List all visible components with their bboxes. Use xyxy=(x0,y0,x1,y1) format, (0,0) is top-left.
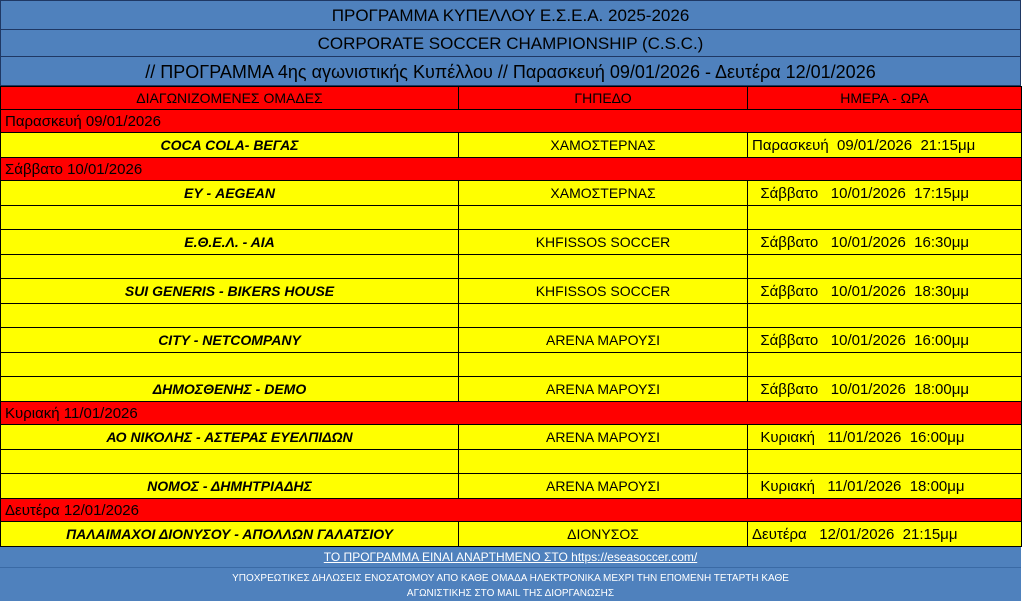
match-teams: ΕΥ - AEGEAN xyxy=(1,181,459,206)
blank-row xyxy=(1,450,1022,474)
blank-cell xyxy=(459,206,748,230)
day-row xyxy=(1,402,1022,425)
match-teams: COCA COLA- ΒΕΓΑΣ xyxy=(1,133,459,158)
blank-cell xyxy=(459,353,748,377)
match-venue: ΧΑΜΟΣΤΕΡΝΑΣ xyxy=(459,133,748,158)
match-row xyxy=(1,230,1022,255)
day-row xyxy=(1,158,1022,181)
column-header-datetime: ΗΜΕΡΑ - ΩΡΑ xyxy=(748,87,1022,110)
match-row xyxy=(1,377,1022,402)
match-venue: ΧΑΜΟΣΤΕΡΝΑΣ xyxy=(459,181,748,206)
day-label: Παρασκευή 09/01/2026 xyxy=(1,110,1022,133)
match-teams: Ε.Θ.Ε.Λ. - ΑΙΑ xyxy=(1,230,459,255)
match-venue: KHFISSOS SOCCER xyxy=(459,279,748,304)
match-row xyxy=(1,328,1022,353)
blank-cell xyxy=(459,304,748,328)
blank-cell xyxy=(1,353,459,377)
match-teams: SUI GENERIS - BIKERS HOUSE xyxy=(1,279,459,304)
day-row xyxy=(1,110,1022,133)
match-teams: ΔΗΜΟΣΘΕΝΗΣ - DEMO xyxy=(1,377,459,402)
match-row xyxy=(1,522,1022,547)
match-row xyxy=(1,133,1022,158)
day-label: Σάββατο 10/01/2026 xyxy=(1,158,1022,181)
page-subtitle: CORPORATE SOCCER CHAMPIONSHIP (C.S.C.) xyxy=(0,29,1021,56)
footer-note-line-1: ΥΠΟΧΡΕΩΤΙΚΕΣ ΔΗΛΩΣΕΙΣ ΕΝΟΣΑΤΟΜΟΥ ΑΠΟ ΚΑΘΕ ΟΜΑΔΑ ΗΛΕΚΤΡΟΝΙΚΑ ΜΕΧΡΙ ΤΗΝ ΕΠΟΜΕΝΗ ΤΕΤΑΡΤΗ ΚΑΘΕ xyxy=(232,573,789,584)
blank-cell xyxy=(1,206,459,230)
match-datetime: Κυριακή 11/01/2026 16:00μμ xyxy=(748,425,1022,450)
schedule-table xyxy=(0,86,1022,547)
match-row xyxy=(1,279,1022,304)
match-teams: ΑΟ ΝΙΚΟΛΗΣ - ΑΣΤΕΡΑΣ ΕΥΕΛΠΙΔΩΝ xyxy=(1,425,459,450)
column-header-venue: ΓΗΠΕΔΟ xyxy=(459,87,748,110)
match-datetime: Δευτέρα 12/01/2026 21:15μμ xyxy=(748,522,1022,547)
day-row xyxy=(1,499,1022,522)
match-teams: ΝΟΜΟΣ - ΔΗΜΗΤΡΙΑΔΗΣ xyxy=(1,474,459,499)
match-datetime: Σάββατο 10/01/2026 16:30μμ xyxy=(748,230,1022,255)
table-header-row xyxy=(1,87,1022,110)
match-row xyxy=(1,181,1022,206)
round-title: // ΠΡΟΓΡΑΜΜΑ 4ης αγωνιστικής Κυπέλλου // Παρασκευή 09/01/2026 - Δευτέρα 12/01/2026 xyxy=(0,56,1021,86)
page-title: ΠΡΟΓΡΑΜΜΑ ΚΥΠΕΛΛΟΥ Ε.Σ.Ε.Α. 2025-2026 xyxy=(0,0,1021,29)
blank-row xyxy=(1,304,1022,328)
blank-cell xyxy=(748,450,1022,474)
blank-row xyxy=(1,353,1022,377)
match-venue: KHFISSOS SOCCER xyxy=(459,230,748,255)
match-row xyxy=(1,425,1022,450)
match-teams: CITY - NETCOMPANY xyxy=(1,328,459,353)
match-venue: ΔΙΟΝΥΣΟΣ xyxy=(459,522,748,547)
day-label: Κυριακή 11/01/2026 xyxy=(1,402,1022,425)
match-datetime: Σάββατο 10/01/2026 17:15μμ xyxy=(748,181,1022,206)
match-datetime: Σάββατο 10/01/2026 16:00μμ xyxy=(748,328,1022,353)
match-venue: ARENA ΜΑΡΟΥΣΙ xyxy=(459,377,748,402)
match-venue: ARENA ΜΑΡΟΥΣΙ xyxy=(459,474,748,499)
blank-cell xyxy=(1,304,459,328)
match-teams: ΠΑΛΑΙΜΑΧΟΙ ΔΙΟΝΥΣΟΥ - ΑΠΟΛΛΩΝ ΓΑΛΑΤΣΙΟΥ xyxy=(1,522,459,547)
match-datetime: Σάββατο 10/01/2026 18:30μμ xyxy=(748,279,1022,304)
blank-cell xyxy=(1,450,459,474)
blank-cell xyxy=(748,304,1022,328)
match-datetime: Σάββατο 10/01/2026 18:00μμ xyxy=(748,377,1022,402)
match-row xyxy=(1,474,1022,499)
blank-row xyxy=(1,255,1022,279)
day-label: Δευτέρα 12/01/2026 xyxy=(1,499,1022,522)
blank-cell xyxy=(748,255,1022,279)
match-venue: ARENA ΜΑΡΟΥΣΙ xyxy=(459,328,748,353)
blank-row xyxy=(1,206,1022,230)
footer-note-line-2: ΑΓΩΝΙΣΤΙΚΗΣ ΣΤΟ MAIL ΤΗΣ ΔΙΟΡΓΑΝΩΣΗΣ xyxy=(406,588,615,599)
footer-note xyxy=(0,567,1021,601)
column-header-teams: ΔΙΑΓΩΝΙΖΟΜΕΝΕΣ ΟΜΑΔΕΣ xyxy=(1,87,459,110)
blank-cell xyxy=(459,450,748,474)
match-datetime: Παρασκευή 09/01/2026 21:15μμ xyxy=(748,133,1022,158)
match-datetime: Κυριακή 11/01/2026 18:00μμ xyxy=(748,474,1022,499)
blank-cell xyxy=(1,255,459,279)
blank-cell xyxy=(748,353,1022,377)
blank-cell xyxy=(459,255,748,279)
website-link[interactable]: ΤΟ ΠΡΟΓΡΑΜΜΑ ΕΙΝΑΙ ΑΝΑΡΤΗΜΕΝΟ ΣΤΟ https://eseasoccer.com/ xyxy=(0,547,1021,567)
blank-cell xyxy=(748,206,1022,230)
match-venue: ARENA ΜΑΡΟΥΣΙ xyxy=(459,425,748,450)
